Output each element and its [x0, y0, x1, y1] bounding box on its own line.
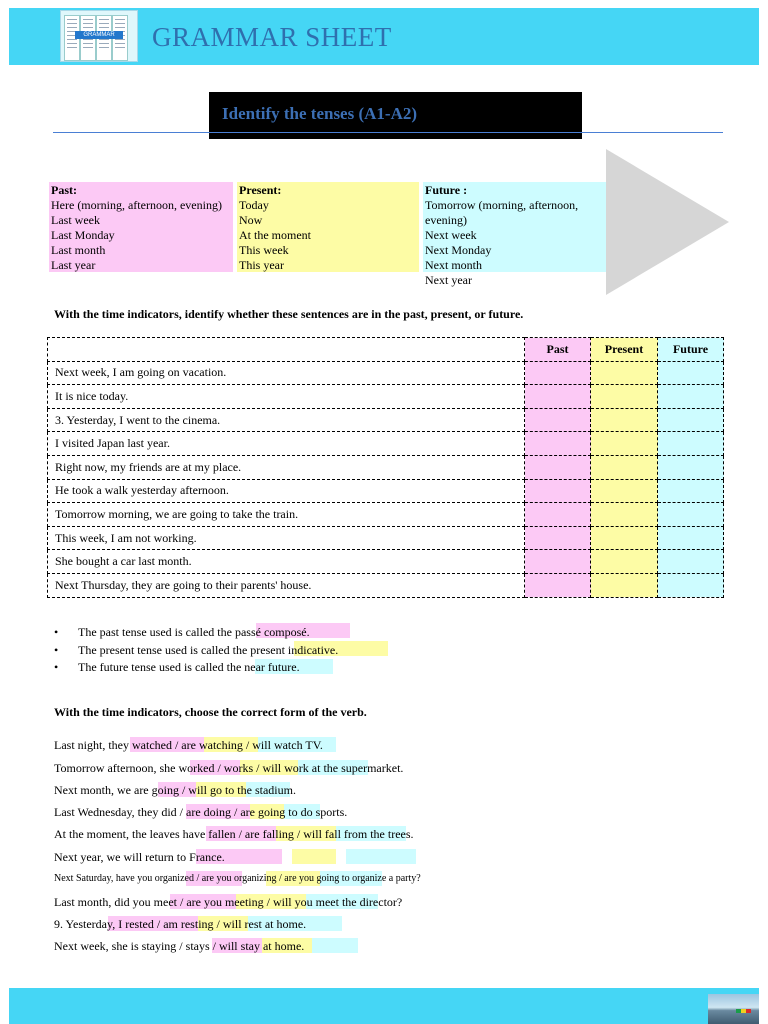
sentence-cell: Tomorrow morning, we are going to take the train. — [48, 503, 525, 527]
past-answer-cell[interactable] — [525, 503, 591, 527]
tense-table — [47, 337, 724, 598]
sentence-cell: She bought a car last month. — [48, 550, 525, 574]
verb-sentence: Last month, did you meet / are you meeting / will you meet the director? — [54, 895, 403, 909]
present-answer-cell[interactable] — [591, 526, 658, 550]
timeline-arrow-icon — [606, 149, 730, 295]
exercise2-instruction: With the time indicators, choose the correct form of the verb. — [54, 705, 367, 719]
table-row — [48, 455, 724, 479]
past-label: Past: — [51, 183, 77, 197]
future-column-header: Future — [658, 338, 724, 362]
list-item: • The future tense used is called the near future. — [54, 659, 338, 677]
present-answer-cell[interactable] — [591, 550, 658, 574]
table-row — [48, 385, 724, 409]
sentence-header — [48, 338, 525, 362]
future-label: Future : — [425, 183, 468, 197]
sentence-cell: Right now, my friends are at my place. — [48, 455, 525, 479]
present-item: Now — [239, 213, 263, 227]
table-row — [48, 432, 724, 456]
future-item: Next month — [425, 258, 482, 272]
future-answer-cell[interactable] — [658, 408, 724, 432]
verb-sentence: Tomorrow afternoon, she worked / works / will work at the supermarket. — [54, 761, 404, 775]
past-answer-cell[interactable] — [525, 479, 591, 503]
past-answer-cell[interactable] — [525, 408, 591, 432]
bullet-icon: • — [54, 625, 59, 639]
present-item: This year — [239, 258, 284, 272]
sentence-cell: This week, I am not working. — [48, 526, 525, 550]
future-indicators — [423, 182, 606, 287]
present-answer-cell[interactable] — [591, 503, 658, 527]
highlight-present — [292, 849, 336, 864]
table-header-row — [48, 338, 724, 362]
past-item: Last year — [51, 258, 96, 272]
verb-sentence: Last night, they watched / are watching / will watch TV. — [54, 738, 323, 752]
bullet-icon: • — [54, 660, 59, 674]
table-row — [48, 408, 724, 432]
footer-photo — [708, 994, 759, 1024]
present-answer-cell[interactable] — [591, 361, 658, 385]
future-answer-cell[interactable] — [658, 573, 724, 597]
future-item: Next year — [425, 273, 472, 287]
present-answer-cell[interactable] — [591, 479, 658, 503]
past-answer-cell[interactable] — [525, 550, 591, 574]
past-answer-cell[interactable] — [525, 526, 591, 550]
future-item: Next week — [425, 228, 477, 242]
notes-list — [54, 624, 338, 677]
past-indicators — [49, 182, 233, 272]
past-item: Last week — [51, 213, 100, 227]
present-answer-cell[interactable] — [591, 573, 658, 597]
past-answer-cell[interactable] — [525, 361, 591, 385]
past-answer-cell[interactable] — [525, 573, 591, 597]
table-row — [48, 503, 724, 527]
future-answer-cell[interactable] — [658, 526, 724, 550]
present-answer-cell[interactable] — [591, 385, 658, 409]
footer-bar — [9, 988, 759, 1024]
future-answer-cell[interactable] — [658, 385, 724, 409]
bullet-icon: • — [54, 642, 59, 657]
highlight-future — [312, 938, 358, 953]
logo-label: GRAMMAR — [75, 31, 123, 39]
sentence-cell: It is nice today. — [48, 385, 525, 409]
future-item: Next Monday — [425, 243, 492, 257]
present-answer-cell[interactable] — [591, 408, 658, 432]
verb-sentence: At the moment, the leaves have fallen / are falling / will fall from the trees. — [54, 827, 414, 841]
present-indicators — [237, 182, 419, 272]
past-answer-cell[interactable] — [525, 385, 591, 409]
table-row — [48, 361, 724, 385]
past-item: Last Monday — [51, 228, 115, 242]
table-row — [48, 550, 724, 574]
future-item: Tomorrow (morning, afternoon, evening) — [425, 198, 579, 227]
sentence-cell: I visited Japan last year. — [48, 432, 525, 456]
past-column-header: Past — [525, 338, 591, 362]
past-item: Here (morning, afternoon, evening) — [51, 198, 222, 212]
future-answer-cell[interactable] — [658, 455, 724, 479]
future-answer-cell[interactable] — [658, 503, 724, 527]
verb-sentence: Next week, she is staying / stays / will stay at home. — [54, 939, 305, 953]
worksheet-logo — [60, 10, 138, 62]
section-title: Identify the tenses (A1-A2) — [222, 104, 418, 123]
past-answer-cell[interactable] — [525, 432, 591, 456]
present-answer-cell[interactable] — [591, 455, 658, 479]
present-answer-cell[interactable] — [591, 432, 658, 456]
sentence-cell: 3. Yesterday, I went to the cinema. — [48, 408, 525, 432]
sheet-title: GRAMMAR SHEET — [152, 22, 392, 52]
past-item: Last month — [51, 243, 106, 257]
present-item: This week — [239, 243, 289, 257]
present-label: Present: — [239, 183, 282, 197]
table-row — [48, 526, 724, 550]
verb-sentence: Next month, we are going / will go to the stadium. — [54, 783, 296, 797]
sentence-cell: Next Thursday, they are going to their parents' house. — [48, 573, 525, 597]
future-answer-cell[interactable] — [658, 479, 724, 503]
table-row — [48, 573, 724, 597]
sentence-cell: He took a walk yesterday afternoon. — [48, 479, 525, 503]
present-item: At the moment — [239, 228, 311, 242]
future-answer-cell[interactable] — [658, 361, 724, 385]
exercise1-instruction: With the time indicators, identify whether these sentences are in the past, present, or future. — [54, 307, 524, 321]
past-answer-cell[interactable] — [525, 455, 591, 479]
verb-sentence: Next Saturday, have you organized / are you organizing / are you going to organize a party? — [54, 873, 421, 884]
divider-line — [53, 132, 723, 133]
verb-sentence: Next year, we will return to France. — [54, 850, 225, 864]
flag-icon — [736, 1000, 752, 1004]
future-answer-cell[interactable] — [658, 432, 724, 456]
future-answer-cell[interactable] — [658, 550, 724, 574]
present-column-header: Present — [591, 338, 658, 362]
verb-sentence: Last Wednesday, they did / are doing / are going to do sports. — [54, 805, 348, 819]
list-item: • The present tense used is called the present indicative. — [54, 642, 338, 660]
present-item: Today — [239, 198, 269, 212]
verb-sentence: 9. Yesterday, I rested / am resting / will rest at home. — [54, 917, 307, 931]
table-row — [48, 479, 724, 503]
highlight-future — [346, 849, 416, 864]
sentence-cell: Next week, I am going on vacation. — [48, 361, 525, 385]
list-item: • The past tense used is called the passé composé. — [54, 624, 338, 642]
